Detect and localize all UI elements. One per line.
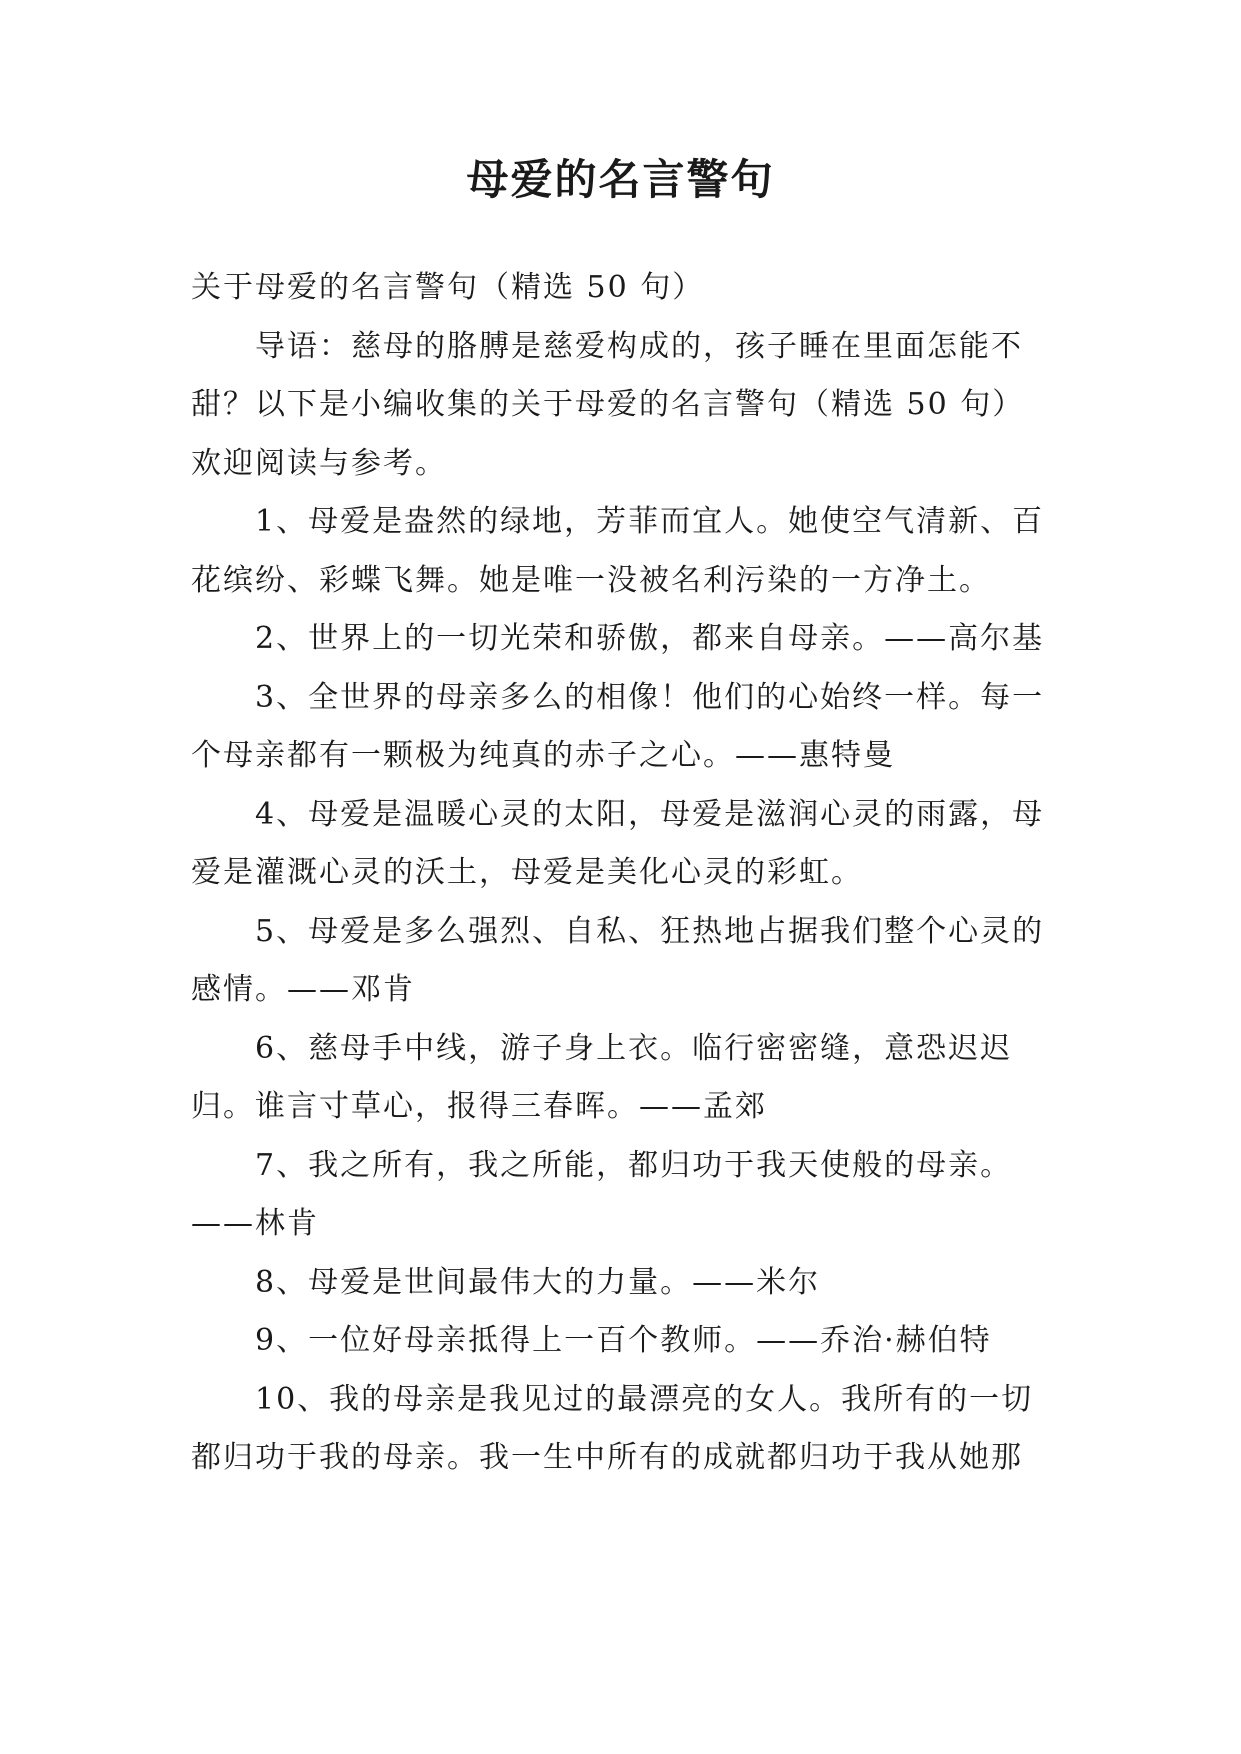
quote-item: 3、全世界的母亲多么的相像！他们的心始终一样。每一个母亲都有一颗极为纯真的赤子之心。——惠特曼 (191, 679, 1045, 773)
quote-item: 4、母爱是温暖心灵的太阳，母爱是滋润心灵的雨露，母爱是灌溉心灵的沃土，母爱是美化心灵的彩虹。 (191, 796, 1045, 890)
quote-item: 10、我的母亲是我见过的最漂亮的女人。我所有的一切都归功于我的母亲。我一生中所有的成就都归功于我从她那 (191, 1381, 1034, 1475)
quote-item: 8、母爱是世间最伟大的力量。——米尔 (255, 1264, 821, 1300)
intro-paragraph: 导语：慈母的胳膊是慈爱构成的，孩子睡在里面怎能不甜？以下是小编收集的关于母爱的名言警句（精选 50 句）欢迎阅读与参考。 (191, 328, 1025, 481)
document-subtitle: 关于母爱的名言警句（精选 50 句） (191, 270, 705, 305)
quote-item: 1、母爱是盎然的绿地，芳菲而宜人。她使空气清新、百花缤纷、彩蝶飞舞。她是唯一没被名利污染的一方净土。 (191, 504, 1045, 598)
quote-item: 5、母爱是多么强烈、自私、狂热地占据我们整个心灵的感情。——邓肯 (191, 913, 1045, 1007)
quote-item: 9、一位好母亲抵得上一百个教师。——乔治·赫伯特 (255, 1323, 992, 1358)
quote-item: 7、我之所有，我之所能，都归功于我天使般的母亲。——林肯 (191, 1147, 1013, 1241)
quote-item: 6、慈母手中线，游子身上衣。临行密密缝，意恐迟迟归。谁言寸草心，报得三春晖。——孟郊 (191, 1030, 1013, 1124)
page-title: 母爱的名言警句 (466, 155, 775, 204)
document-body (191, 259, 1051, 1488)
quote-item: 2、世界上的一切光荣和骄傲，都来自母亲。——高尔基 (255, 621, 1045, 656)
